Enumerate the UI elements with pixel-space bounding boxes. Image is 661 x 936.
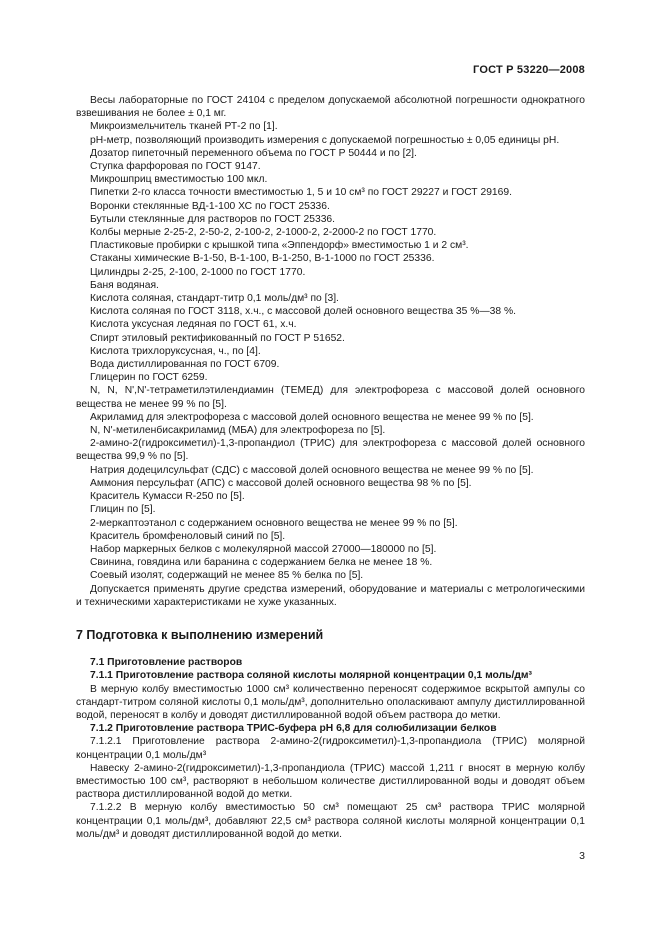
list-item: N, N, N',N'-тетраметилэтилендиамин (ТЕМЕД) для электрофореза с массовой долей основного вещества не менее 99 % по [5]. bbox=[76, 385, 585, 410]
list-item: N, N'-метиленбисакриламид (МБА) для электрофореза по [5]. bbox=[90, 425, 386, 437]
paragraph: Навеску 2-амино-2(гидроксиметил)-1,3-пропандиола (ТРИС) массой 1,211 г вносят в мерную колбу вместимостью 100 см³, растворяют в небольшом количестве дистиллированной воды и доводят объем раствора дистиллированной водой до метки. bbox=[76, 762, 585, 801]
list-item: Свинина, говядина или баранина с содержанием белка не менее 18 %. bbox=[90, 557, 433, 569]
list-item: Глицин по [5]. bbox=[90, 504, 156, 516]
list-item: Натрия додецилсульфат (СДС) с массовой долей основного вещества не менее 99 % по [5]. bbox=[90, 464, 534, 476]
list-item: Кислота соляная, стандарт-титр 0,1 моль/дм³ по [3]. bbox=[90, 293, 339, 305]
list-item: Баня водяная. bbox=[90, 279, 159, 291]
list-item: Вода дистиллированная по ГОСТ 6709. bbox=[90, 359, 280, 371]
list-item: Стаканы химические В-1-50, В-1-100, В-1-250, В-1-1000 по ГОСТ 25336. bbox=[90, 253, 435, 265]
subsection-heading: 7.1 Приготовление растворов bbox=[90, 657, 243, 669]
list-item: Краситель бромфеноловый синий по [5]. bbox=[90, 530, 286, 542]
list-item: Кислота уксусная ледяная по ГОСТ 61, х.ч. bbox=[90, 319, 297, 331]
list-item: Воронки стеклянные ВД-1-100 ХС по ГОСТ 25336. bbox=[90, 200, 330, 212]
list-item: Весы лабораторные по ГОСТ 24104 с пределом допускаемой абсолютной погрешности однократного взвешивания не более ± 0,1 мг. bbox=[76, 95, 585, 120]
list-item: Пластиковые пробирки с крышкой типа «Эппендорф» вместимостью 1 и 2 см³. bbox=[90, 240, 469, 252]
subsection-heading: 7.1.1 Приготовление раствора соляной кислоты молярной концентрации 0,1 моль/дм³ bbox=[90, 670, 532, 682]
subsection-heading: 7.1.2 Приготовление раствора ТРИС-буфера pH 6,8 для солюбилизации белков bbox=[90, 723, 497, 735]
list-item: Пипетки 2-го класса точности вместимостью 1, 5 и 10 см³ по ГОСТ 29227 и ГОСТ 29169. bbox=[90, 187, 512, 199]
list-item: Дозатор пипеточный переменного объема по ГОСТ Р 50444 и по [2]. bbox=[90, 147, 417, 159]
list-item: Краситель Кумасси R-250 по [5]. bbox=[90, 491, 245, 503]
list-item: Микрошприц вместимостью 100 мкл. bbox=[90, 174, 268, 186]
paragraph: 7.1.2.2 В мерную колбу вместимостью 50 см³ помещают 25 см³ раствора ТРИС молярной концентрации 0,1 моль/дм³, добавляют 22,5 см³ раствора соляной кислоты молярной концентрации 0,1 моль/дм³ и доводят дистиллированной водой до метки. bbox=[76, 802, 585, 840]
list-item: Кислота трихлоруксусная, ч., по [4]. bbox=[90, 345, 261, 357]
list-item: Набор маркерных белков с молекулярной массой 27000—180000 по [5]. bbox=[90, 543, 437, 555]
list-item: Колбы мерные 2-25-2, 2-50-2, 2-100-2, 2-1000-2, 2-2000-2 по ГОСТ 1770. bbox=[90, 227, 437, 239]
document-header: ГОСТ Р 53220—2008 bbox=[473, 64, 585, 76]
equipment-list bbox=[76, 94, 585, 609]
section-heading: 7 Подготовка к выполнению измерений bbox=[76, 627, 324, 642]
list-item: Акриламид для электрофореза с массовой долей основного вещества не менее 99 % по [5]. bbox=[90, 411, 534, 423]
list-item: 2-меркаптоэтанол с содержанием основного вещества не менее 99 % по [5]. bbox=[90, 517, 458, 529]
list-item: Спирт этиловый ректификованный по ГОСТ Р 51652. bbox=[90, 332, 345, 344]
list-item: Кислота соляная по ГОСТ 3118, х.ч., с массовой долей основного вещества 35 %—38 %. bbox=[90, 306, 517, 318]
list-item: Микроизмельчитель тканей РТ-2 по [1]. bbox=[90, 121, 278, 133]
list-item: pH-метр, позволяющий производить измерения с допускаемой погрешностью ± 0,05 единицы pH. bbox=[90, 134, 560, 146]
page-number: 3 bbox=[579, 850, 585, 862]
list-item: Цилиндры 2-25, 2-100, 2-1000 по ГОСТ 1770. bbox=[90, 266, 306, 278]
list-item: Аммония персульфат (АПС) с массовой долей основного вещества 98 % по [5]. bbox=[90, 477, 472, 489]
list-item: Бутыли стеклянные для растворов по ГОСТ 25336. bbox=[90, 213, 336, 225]
paragraph: В мерную колбу вместимостью 1000 см³ количественно переносят содержимое вскрытой ампулы со стандарт-титром соляной кислоты 0,1 моль/дм³, дополнительно ополаскивают ампулу дистиллированной водой, переносят в колбу и доводят дистиллированной водой объем раствора до метки. bbox=[76, 683, 585, 721]
list-item: 2-амино-2(гидроксиметил)-1,3-пропандиол (ТРИС) для электрофореза с массовой долей основного вещества 99,9 % по [5]. bbox=[76, 438, 585, 463]
list-item: Допускается применять другие средства измерений, оборудование и материалы с метрологическими и техническими характеристиками не хуже указанных. bbox=[76, 583, 585, 608]
document-body bbox=[76, 94, 585, 841]
list-item: Ступка фарфоровая по ГОСТ 9147. bbox=[90, 161, 261, 173]
list-item: Соевый изолят, содержащий не менее 85 % белка по [5]. bbox=[90, 570, 364, 582]
list-item: Глицерин по ГОСТ 6259. bbox=[90, 372, 208, 384]
paragraph: 7.1.2.1 Приготовление раствора 2-амино-2(гидроксиметил)-1,3-пропандиола (ТРИС) молярной концентрации 0,1 моль/дм³ bbox=[76, 736, 585, 761]
